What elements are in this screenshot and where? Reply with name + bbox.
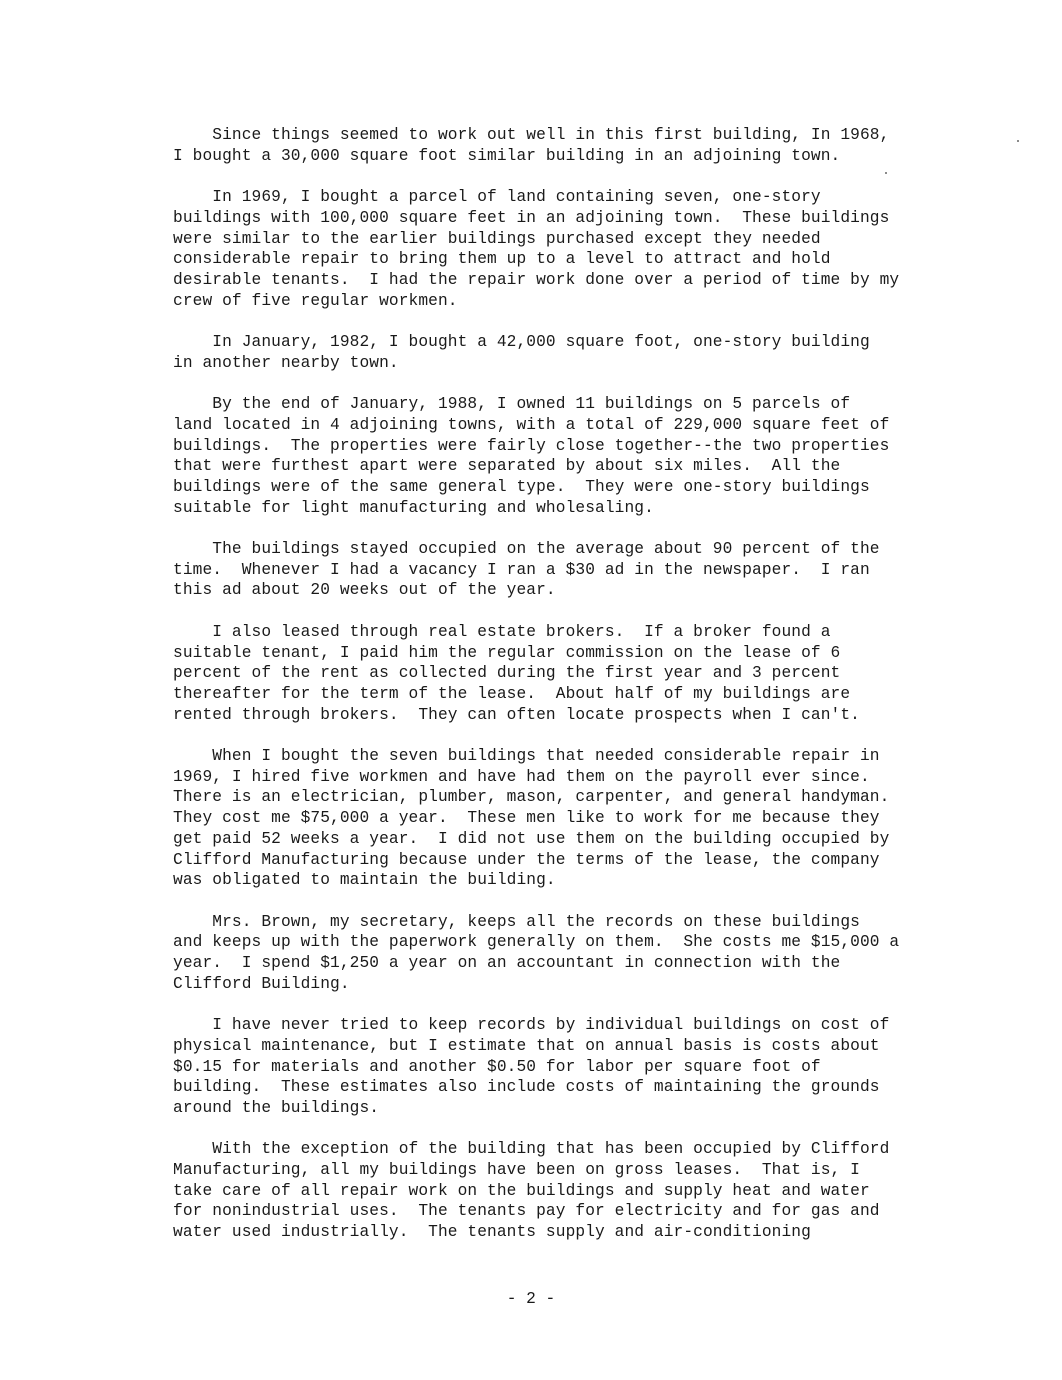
paragraph-4: By the end of January, 1988, I owned 11 buildings on 5 parcels of land located in 4 adjoining towns, with a total of 229,000 square feet of buildings. The properties were fairly close together--the two properties that were furthest apart were separated by about six miles. All the buildings were of the same general type. They were one-story buildings suitable for light manufacturing and wholesaling. (173, 395, 890, 517)
paragraph-1: Since things seemed to work out well in this first building, In 1968, I bought a 30,000 square foot similar building in an adjoining town. (173, 126, 890, 165)
paragraph-7: When I bought the seven buildings that needed considerable repair in 1969, I hired five workmen and have had them on the payroll ever since. There is an electrician, plumber, mason, carpenter, and general handyman. They cost me $75,000 a year. These men like to work for me because they get paid 52 weeks a year. I did not use them on the building occupied by Clifford Manufacturing because under the terms of the lease, the company was obligated to maintain the building. (173, 747, 890, 890)
paragraph-10: With the exception of the building that has been occupied by Clifford Manufacturing, all my buildings have been on gross leases. That is, I take care of all repair work on the buildings and supply heat and water for nonindustrial uses. The tenants pay for electricity and for gas and water used industrially. The tenants supply and air-conditioning (173, 1140, 890, 1242)
paragraph-8: Mrs. Brown, my secretary, keeps all the records on these buildings and keeps up with the paperwork generally on them. She costs me $15,000 a year. I spend $1,250 a year on an accountant in connection with the Clifford Building. (173, 912, 900, 993)
scan-speck (885, 172, 887, 174)
paragraph-9: I have never tried to keep records by individual buildings on cost of physical maintenance, but I estimate that on annual basis is costs about $0.15 for materials and another $0.50 for labor per square foot of building. These estimates also include costs of maintaining the grounds around the buildings. (173, 1016, 890, 1117)
page-number: - 2 - (506, 1290, 556, 1308)
paragraph-2: In 1969, I bought a parcel of land containing seven, one-story buildings with 100,000 square feet in an adjoining town. These buildings were similar to the earlier buildings purchased except they needed considerable repair to bring them up to a level to attract and hold desirable tenants. I had the repair work done over a period of time by my crew of five regular workmen. (173, 188, 900, 310)
paragraph-6: I also leased through real estate brokers. If a broker found a suitable tenant, I paid him the regular commission on the lease of 6 percent of the rent as collected during the first year and 3 percent thereafter for the term of the lease. About half of my buildings are rented through brokers. They can often locate prospects when I can't. (173, 622, 860, 724)
paragraph-3: In January, 1982, I bought a 42,000 square foot, one-story building in another nearby town. (173, 333, 870, 372)
scan-speck (1017, 140, 1019, 142)
document-body (173, 125, 973, 1264)
paragraph-5: The buildings stayed occupied on the average about 90 percent of the time. Whenever I had a vacancy I ran a $30 ad in the newspaper. I ran this ad about 20 weeks out of the year. (173, 540, 880, 600)
